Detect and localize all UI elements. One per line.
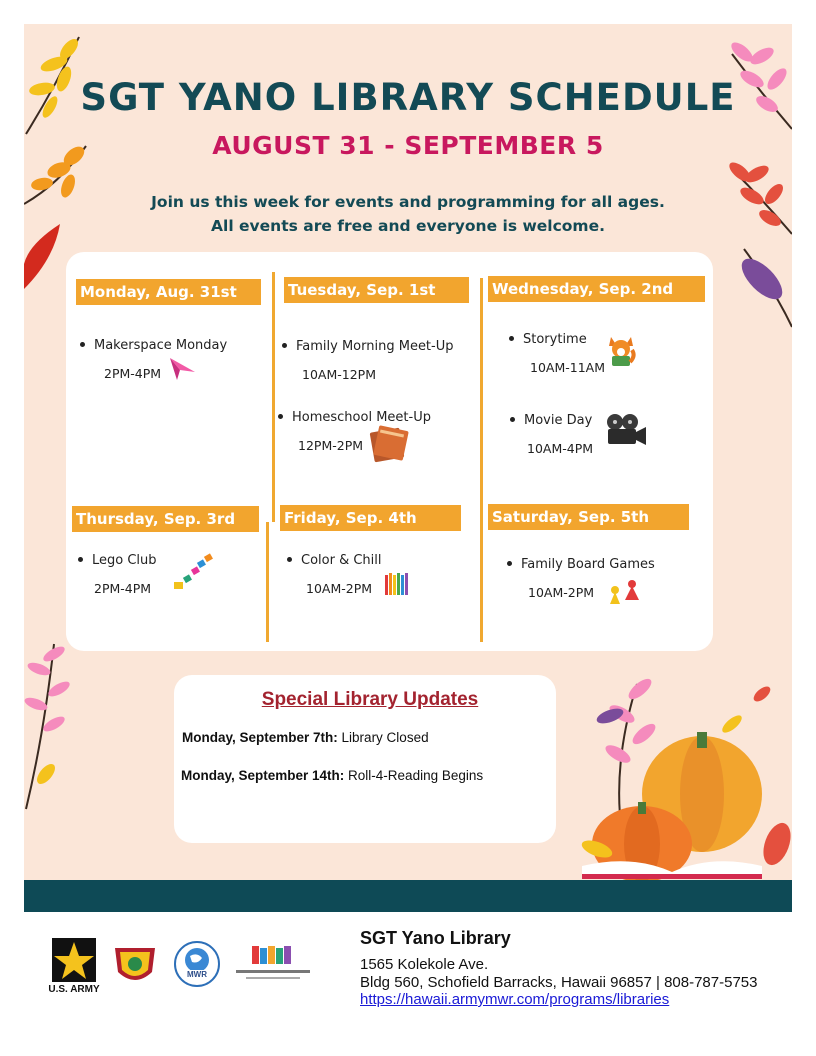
page-title: SGT YANO LIBRARY SCHEDULE <box>80 76 736 119</box>
event-storytime <box>509 332 587 347</box>
date-range: AUGUST 31 - SEPTEMBER 5 <box>212 131 604 160</box>
update-text: Library Closed <box>341 730 429 745</box>
army-mwr-library-logo-icon <box>234 944 312 984</box>
address-line-1: 1565 Kolekole Ave. <box>360 956 489 973</box>
lego-blocks-icon <box>172 552 216 592</box>
column-divider <box>272 272 275 522</box>
poster <box>24 24 792 880</box>
event-name: Family Morning Meet-Up <box>296 339 454 354</box>
special-updates-panel <box>174 675 556 843</box>
column-divider <box>480 278 483 642</box>
crayons-icon <box>384 570 412 596</box>
event-time: 10AM-11AM <box>530 360 605 375</box>
intro-line-2: All events are free and everyone is welcome. <box>211 217 605 235</box>
event-time: 2PM-4PM <box>94 581 152 596</box>
day-header-wednesday: Wednesday, Sep. 2nd <box>488 276 705 302</box>
svg-text:MWR: MWR <box>187 970 207 979</box>
event-time: 10AM-4PM <box>527 441 594 456</box>
army-logo-text: U.S. ARMY <box>48 984 100 995</box>
event-name: Movie Day <box>524 413 593 428</box>
event-name: Makerspace Monday <box>94 338 228 353</box>
game-pieces-icon <box>606 578 644 606</box>
us-army-logo <box>48 938 100 998</box>
unit-crest-icon <box>110 940 160 988</box>
event-time: 2PM-4PM <box>104 366 162 381</box>
event-name: Family Board Games <box>521 557 655 572</box>
event-time: 12PM-2PM <box>298 438 364 453</box>
intro-line-1: Join us this week for events and programming for all ages. <box>151 193 665 211</box>
schedule-panel <box>66 252 713 651</box>
event-name: Color & Chill <box>301 553 382 568</box>
day-header-thursday: Thursday, Sep. 3rd <box>72 506 259 532</box>
pink-branch-bottom-left-icon <box>24 634 74 814</box>
event-name: Homeschool Meet-Up <box>292 410 431 425</box>
mwr-globe-icon <box>172 940 222 988</box>
pumpkins-and-book-illustration <box>552 644 792 880</box>
day-header-saturday: Saturday, Sep. 5th <box>488 504 689 530</box>
day-header-tuesday: Tuesday, Sep. 1st <box>284 277 469 303</box>
update-date: Monday, September 7th: <box>182 730 338 745</box>
movie-camera-icon <box>604 412 648 448</box>
event-time: 10AM-2PM <box>306 581 373 596</box>
intro-text <box>24 190 792 238</box>
event-name: Lego Club <box>92 553 157 568</box>
library-website-link[interactable]: https://hawaii.armymwr.com/programs/libraries <box>360 991 670 1008</box>
library-name: SGT Yano Library <box>360 928 511 948</box>
event-homeschool-meetup <box>278 410 431 425</box>
update-text: Roll-4-Reading Begins <box>348 768 484 783</box>
event-time: 10AM-12PM <box>302 367 376 382</box>
purple-leaf-icon <box>734 239 792 329</box>
event-movie-day <box>510 413 592 428</box>
day-header-friday: Friday, Sep. 4th <box>280 505 461 531</box>
address-line-2: Bldg 560, Schofield Barracks, Hawaii 96857 | 808-787-5753 <box>360 974 758 991</box>
paper-plane-icon <box>168 356 196 382</box>
day-header-monday: Monday, Aug. 31st <box>76 279 261 305</box>
fox-reading-icon <box>606 334 636 368</box>
event-family-morning-meetup <box>282 339 454 354</box>
event-makerspace-monday <box>80 338 227 353</box>
event-family-board-games <box>507 557 655 572</box>
event-time: 10AM-2PM <box>528 585 595 600</box>
army-star-icon <box>48 938 100 982</box>
books-icon <box>368 424 410 464</box>
update-date: Monday, September 14th: <box>181 768 345 783</box>
column-divider <box>266 522 269 642</box>
update-item <box>182 730 429 745</box>
footer-band <box>24 880 792 912</box>
event-name: Storytime <box>523 332 587 347</box>
event-lego-club <box>78 553 157 568</box>
update-item <box>181 768 483 783</box>
updates-title: Special Library Updates <box>261 689 479 710</box>
event-color-and-chill <box>287 553 382 568</box>
